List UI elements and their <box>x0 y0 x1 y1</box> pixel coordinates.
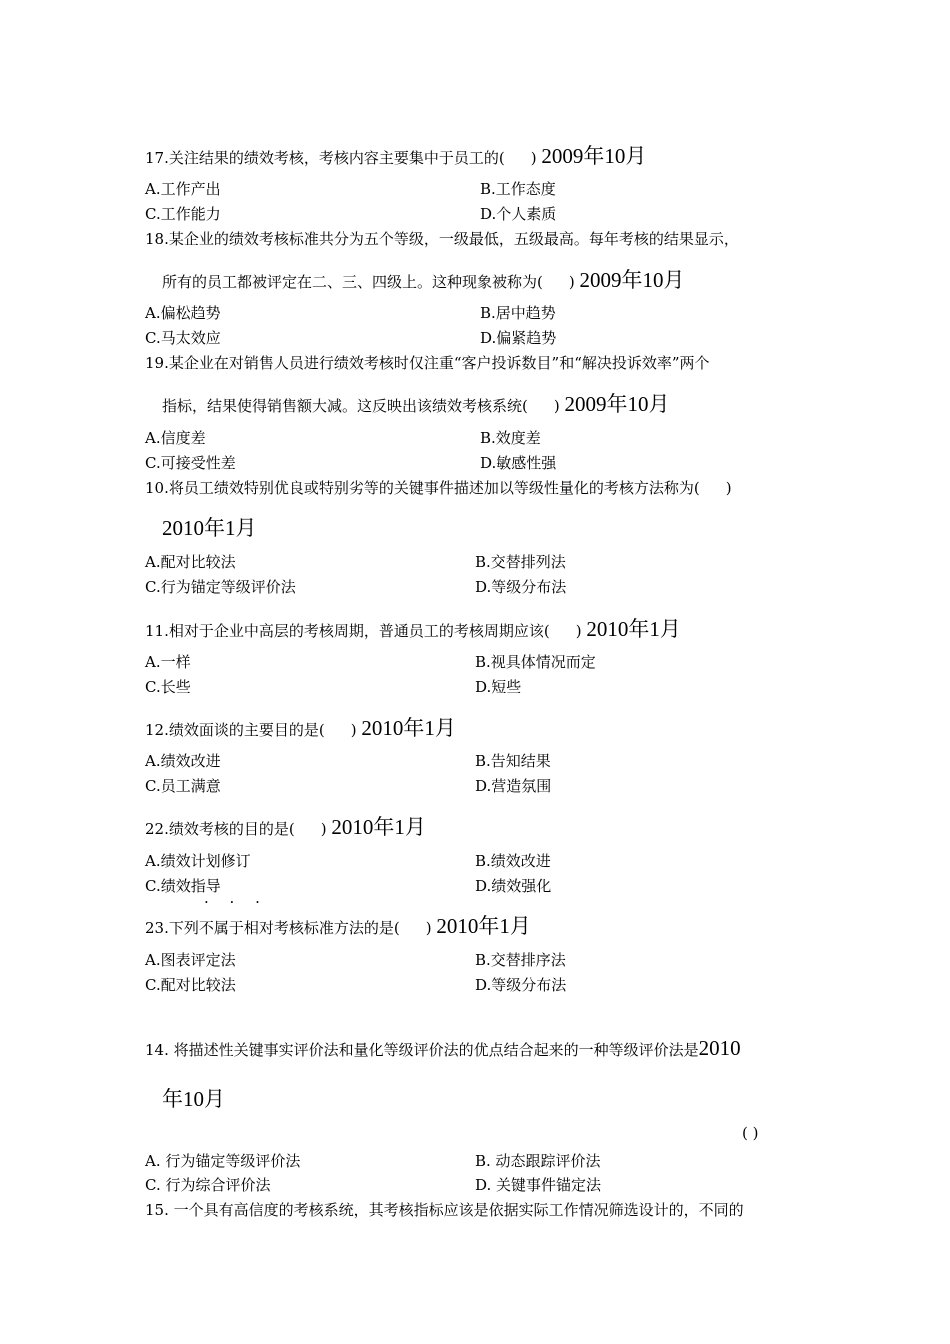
option-b: B.告知结果 <box>475 752 551 770</box>
option-b: B.居中趋势 <box>480 304 556 322</box>
question-paren-close: ) <box>725 479 732 497</box>
option-d: D. 关键事件锚定法 <box>475 1176 602 1194</box>
question-paren-close: ) <box>553 397 560 415</box>
exam-date: 2010年1月 <box>361 716 456 740</box>
option-c: C.绩效指导 <box>145 877 221 895</box>
question-paren-close: ) <box>425 919 432 937</box>
question-stem: 22.绩效考核的目的是( <box>145 820 295 838</box>
option-a: A.图表评定法 <box>145 951 236 969</box>
option-a: A.配对比较法 <box>145 553 236 571</box>
option-c: C.配对比较法 <box>145 976 236 994</box>
question-stem: 17.关注结果的绩效考核，考核内容主要集中于员工的( <box>145 149 505 167</box>
option-b: B. 动态跟踪评价法 <box>475 1152 601 1170</box>
exam-date: 2010年1月 <box>586 617 681 641</box>
option-a: A.绩效计划修订 <box>145 852 251 870</box>
option-c: C.长些 <box>145 678 191 696</box>
option-a: A.绩效改进 <box>145 752 221 770</box>
option-b: B.交替排列法 <box>475 553 566 571</box>
option-b: B.绩效改进 <box>475 852 551 870</box>
option-d: D.营造氛围 <box>475 777 552 795</box>
answer-bracket: ( ) <box>742 1124 759 1142</box>
question-23 <box>145 910 531 940</box>
question-22 <box>145 811 426 841</box>
option-d: D.绩效强化 <box>475 877 552 895</box>
exam-date-year: 2010 <box>698 1036 741 1060</box>
option-d: D.短些 <box>475 678 522 696</box>
question-stem: 10.将员工绩效特别优良或特别劣等的关键事件描述加以等级性量化的考核方法称为( <box>145 479 700 497</box>
question-paren-close: ) <box>530 149 537 167</box>
option-a: A.偏松趋势 <box>145 304 221 322</box>
option-c: C.员工满意 <box>145 777 221 795</box>
question-paren-close: ) <box>568 273 575 291</box>
question-stem: 所有的员工都被评定在二、三、四级上。这种现象被称为( <box>162 273 543 291</box>
question-18-line2 <box>162 264 685 294</box>
option-d: D.敏感性强 <box>480 454 557 472</box>
question-18-line1: 18.某企业的绩效考核标准共分为五个等级，一级最低，五级最高。每年考核的结果显示， <box>145 230 739 248</box>
question-12 <box>145 712 456 742</box>
option-b: B.工作态度 <box>480 180 556 198</box>
emphasis-dots: · · · <box>204 893 268 911</box>
option-c: C.马太效应 <box>145 329 221 347</box>
option-d: D.个人素质 <box>480 205 557 223</box>
exam-date: 2010年1月 <box>162 516 257 540</box>
option-b: B.交替排序法 <box>475 951 566 969</box>
question-stem: 14. 将描述性关键事实评价法和量化等级评价法的优点结合起来的一种等级评价法是 <box>145 1041 699 1059</box>
option-b: B.效度差 <box>480 429 541 447</box>
exam-date: 2009年10月 <box>541 144 647 168</box>
option-a: A.信度差 <box>145 429 206 447</box>
question-paren-close: ) <box>320 820 327 838</box>
question-paren-close: ) <box>350 721 357 739</box>
option-d: D.偏紧趋势 <box>480 329 557 347</box>
option-c: C.工作能力 <box>145 205 221 223</box>
question-stem: 指标，结果使得销售额大减。这反映出该绩效考核系统( <box>162 397 528 415</box>
question-19-line2 <box>162 388 670 418</box>
exam-date: 2009年10月 <box>564 392 670 416</box>
question-11 <box>145 613 681 643</box>
question-stem: 11.相对于企业中高层的考核周期，普通员工的考核周期应该( <box>145 622 550 640</box>
option-a: A.一样 <box>145 653 191 671</box>
exam-date: 2010年1月 <box>331 815 426 839</box>
option-c: C. 行为综合评价法 <box>145 1176 271 1194</box>
option-d: D.等级分布法 <box>475 976 567 994</box>
question-paren-close: ) <box>575 622 582 640</box>
option-c: C.行为锚定等级评价法 <box>145 578 296 596</box>
option-a: A.工作产出 <box>145 180 221 198</box>
question-15: 15. 一个具有高信度的考核系统，其考核指标应该是依据实际工作情况筛选设计的，不同的 <box>145 1201 744 1219</box>
question-stem: 12.绩效面谈的主要目的是( <box>145 721 325 739</box>
exam-date-month: 年10月 <box>162 1087 225 1111</box>
question-19-line1: 19.某企业在对销售人员进行绩效考核时仅注重“客户投诉数目”和“解决投诉效率”两个 <box>145 354 710 372</box>
option-a: A. 行为锚定等级评价法 <box>145 1152 301 1170</box>
exam-date: 2010年1月 <box>436 914 531 938</box>
option-b: B.视具体情况而定 <box>475 653 596 671</box>
question-14 <box>145 1036 741 1061</box>
question-10 <box>145 477 732 498</box>
exam-date: 2009年10月 <box>579 268 685 292</box>
question-17 <box>145 140 646 170</box>
option-c: C.可接受性差 <box>145 454 236 472</box>
question-stem: 23.下列不属于相对考核标准方法的是( <box>145 919 400 937</box>
option-d: D.等级分布法 <box>475 578 567 596</box>
